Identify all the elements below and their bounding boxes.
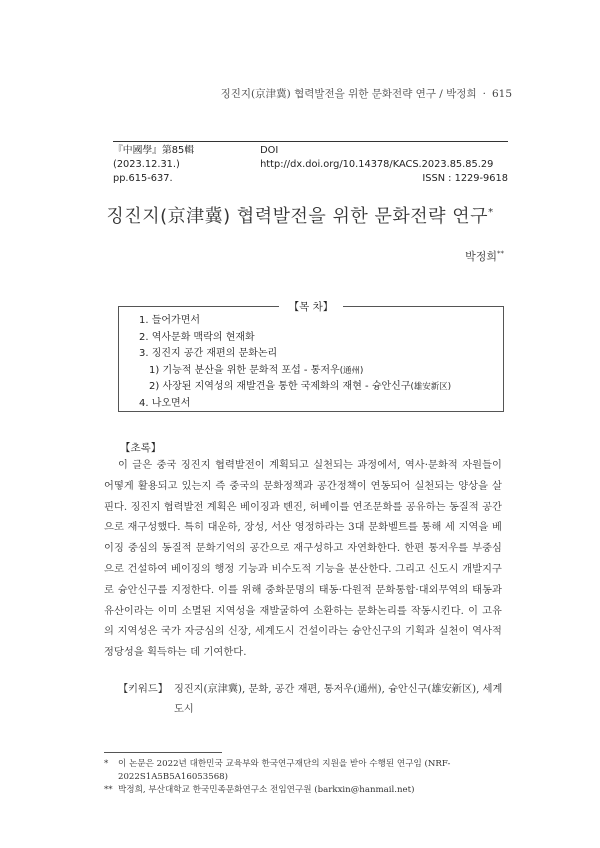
keywords-label: 【키워드】 <box>118 684 168 695</box>
paper-title-text: 징진지(京津冀) 협력발전을 위한 문화전략 연구 <box>106 206 489 227</box>
abstract-body: 이 글은 중국 징진지 협력발전이 계획되고 실천되는 과정에서, 역사·문화적 자원들이 어떻게 활용되고 있는지 즉 중국의 문화정책과 공간정책이 연동되어 실천되는 양상을 살핀다. 징진지 협력발전 계획은 베이징과 톈진, 허베이를 연조문화를 공유하는 동질적 공간으로 재구성했다. 특히 대운하, 장성, 서산 영정하라는 3대 문화벨트를 통해 세 지역을 베이징 중심의 동질적 문화기억의 공간으로 재구성하고 자연화한다. 한편 통저우를 부중심으로 건설하여 베이징의 행정 기능과 비수도적 기능을 분산한다. 그리고 신도시 개발지구로 슝안신구를 지정한다. 이를 위해 중화문명의 태동·다원적 문화통합·대외무역의 태동과 유산이라는 이미 소멸된 지역성을 재발굴하여 소환하는 문화논리를 작동시킨다. 이 고유의 지역성은 국가 자긍심의 신장, 세계도시 건설이라는 슝안신구의 기획과 실천이 역사적 정당성을 획득하는 데 기여한다. <box>104 460 502 659</box>
page-number: 615 <box>491 88 512 100</box>
running-head <box>221 86 512 101</box>
toc-item <box>139 346 503 363</box>
running-head-title: 징진지(京津冀) 협력발전을 위한 문화전략 연구 / 박정희 <box>220 88 477 100</box>
toc-label: 【목 차】 <box>279 301 344 313</box>
abstract-heading: 【초록】 <box>120 442 162 454</box>
footnote-text: 박정희, 부산대학교 한국민족문화연구소 전임연구원 (barkxin@hanmail.net) <box>118 785 415 795</box>
footnote-mark: ** <box>104 785 113 795</box>
issn: ISSN : 1229-9618 <box>422 173 508 184</box>
toc-item-text: 2) 사장된 지역성의 재발견을 통한 국제화의 재현 - 슝안신구 <box>149 381 411 392</box>
table-of-contents <box>118 301 504 412</box>
toc-subitem <box>139 379 503 396</box>
running-head-separator: · <box>482 88 486 100</box>
footnote-divider <box>104 752 222 753</box>
footnote-mark: * <box>104 759 109 769</box>
author-name: 박정희 <box>465 250 497 263</box>
toc-item-text: 4. 나오면서 <box>139 397 191 409</box>
toc-item-text: 2. 역사문화 맥락의 현재화 <box>139 331 255 343</box>
toc-item-text: 1. 들어가면서 <box>139 315 201 326</box>
toc-item <box>139 396 503 413</box>
page-range: pp.615-637. <box>113 173 173 184</box>
journal-meta <box>113 141 508 186</box>
doi-link[interactable]: DOI http://dx.doi.org/10.14378/KACS.2023.85.85.29 <box>260 145 494 170</box>
journal-citation: 『中國學』第85輯 (2023.12.31.) <box>113 145 195 170</box>
toc-item-hanja: (雄安新区) <box>410 382 452 392</box>
author-footnote-mark: ** <box>497 249 504 258</box>
toc-item-text: 3. 징진지 공간 재편의 문화논리 <box>139 348 278 359</box>
footnote <box>104 784 502 797</box>
footnote-text: 이 논문은 2022년 대한민국 교육부와 한국연구재단의 지원을 받아 수행된 연구임 (NRF-2022S1A5B5A16053568) <box>118 759 451 782</box>
title-footnote-mark: * <box>488 207 494 218</box>
footnotes <box>104 758 502 797</box>
paper-title <box>0 202 600 228</box>
footnote <box>104 758 502 784</box>
toc-subitem <box>139 363 503 380</box>
toc-item <box>139 330 503 347</box>
toc-item-text: 1) 기능적 분산을 위한 문화적 포섭 - 통저우 <box>149 364 340 376</box>
toc-item <box>139 313 503 330</box>
keywords-text: 징진지(京津冀), 문화, 공간 재편, 통저우(通州), 슝안신구(雄安新区), 세계도시 <box>174 684 503 715</box>
author <box>465 248 504 264</box>
keywords <box>118 680 504 720</box>
toc-item-hanja: (通州) <box>339 365 364 376</box>
